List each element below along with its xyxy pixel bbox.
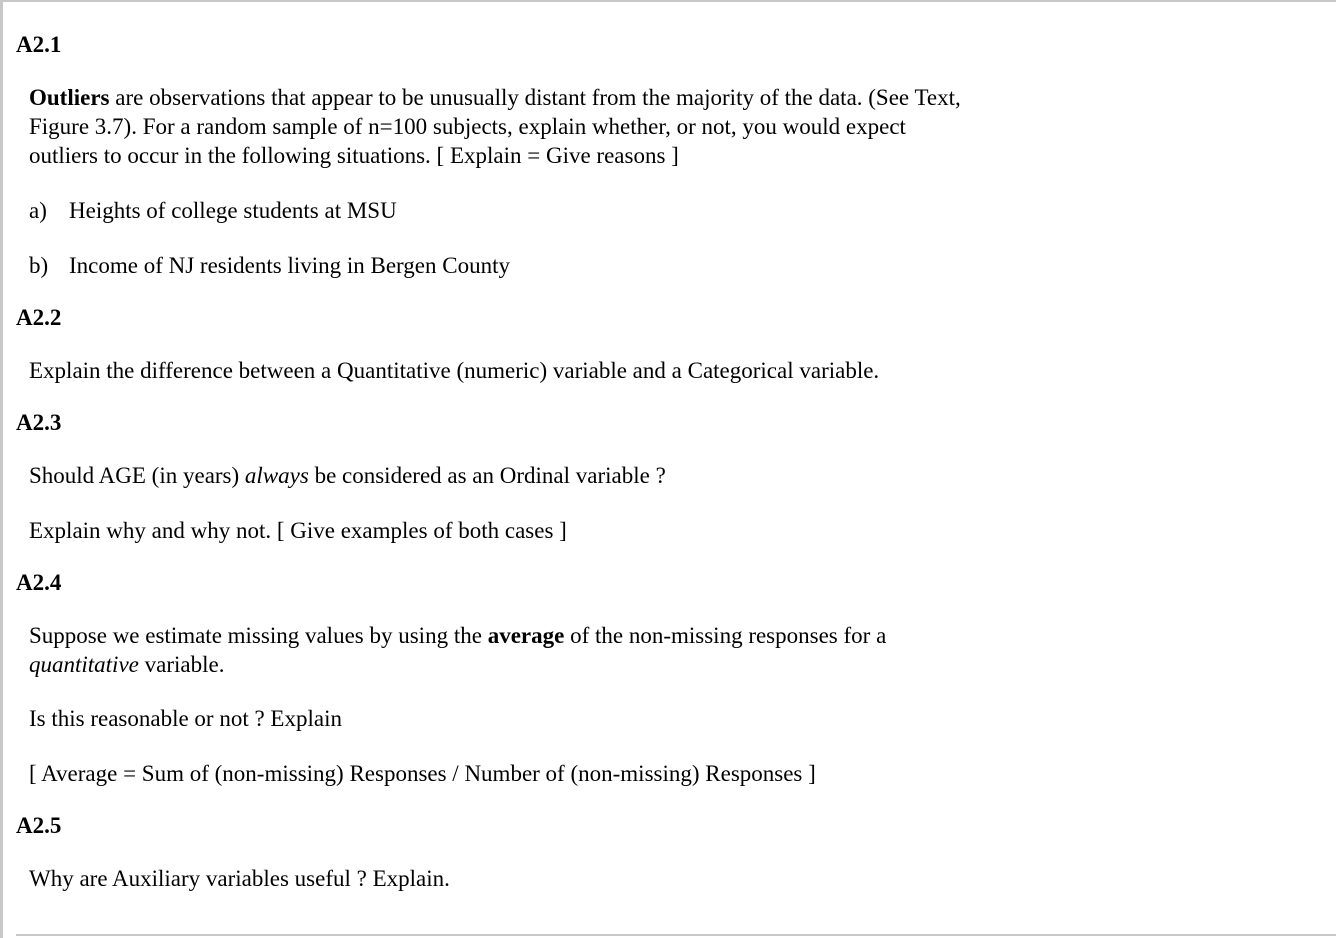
item-marker-a: a) (29, 198, 47, 223)
a2-3-line2: Explain why and why not. [ Give examples of both cases ] (29, 518, 567, 543)
section-heading-a2-1: A2.1 (16, 32, 62, 57)
a2-5-text: Why are Auxiliary variables useful ? Explain. (29, 866, 450, 891)
list-item-b (29, 251, 996, 280)
quantitative-emphasis: quantitative (29, 652, 139, 677)
section-heading-a2-3: A2.3 (16, 410, 62, 435)
a2-4-line2: Is this reasonable or not ? Explain (29, 706, 342, 731)
a2-4-line1-middle: of the non-missing responses for a (564, 623, 887, 648)
a2-3-line1-before: Should AGE (in years) (29, 463, 245, 488)
item-text-a: Heights of college students at MSU (69, 198, 397, 223)
outliers-term: Outliers (29, 85, 110, 110)
section-heading-a2-4: A2.4 (16, 570, 62, 595)
a2-4-line1-before: Suppose we estimate missing values by using the (29, 623, 488, 648)
item-marker-b: b) (29, 253, 49, 278)
section-heading-a2-2: A2.2 (16, 305, 62, 330)
a2-1-intro-text: are observations that appear to be unusually distant from the majority of the data. (See Text, Figure 3.7). For a random sample of n=100 subjects, explain whether, or not, you would expect outliers to occur in the following situations. [ Explain = Give reasons ] (29, 85, 961, 168)
a2-3-line1-after: be considered as an Ordinal variable ? (308, 463, 666, 488)
top-border (0, 0, 1336, 2)
a2-2-text: Explain the difference between a Quantitative (numeric) variable and a Categorical variable. (29, 358, 880, 383)
average-term: average (487, 623, 565, 648)
a2-4-line3: [ Average = Sum of (non-missing) Responses / Number of (non-missing) Responses ] (29, 761, 816, 786)
assignment-content (16, 26, 996, 893)
item-text-b: Income of NJ residents living in Bergen County (69, 253, 510, 278)
bottom-border (16, 934, 1336, 936)
a2-3-line1 (29, 461, 979, 490)
a2-4-line1 (29, 621, 979, 679)
a2-1-intro (29, 83, 979, 170)
section-heading-a2-5: A2.5 (16, 813, 62, 838)
left-border (0, 0, 3, 938)
always-emphasis: always (244, 463, 309, 488)
a2-4-line1-after: variable. (138, 652, 225, 677)
list-item-a (29, 196, 996, 225)
